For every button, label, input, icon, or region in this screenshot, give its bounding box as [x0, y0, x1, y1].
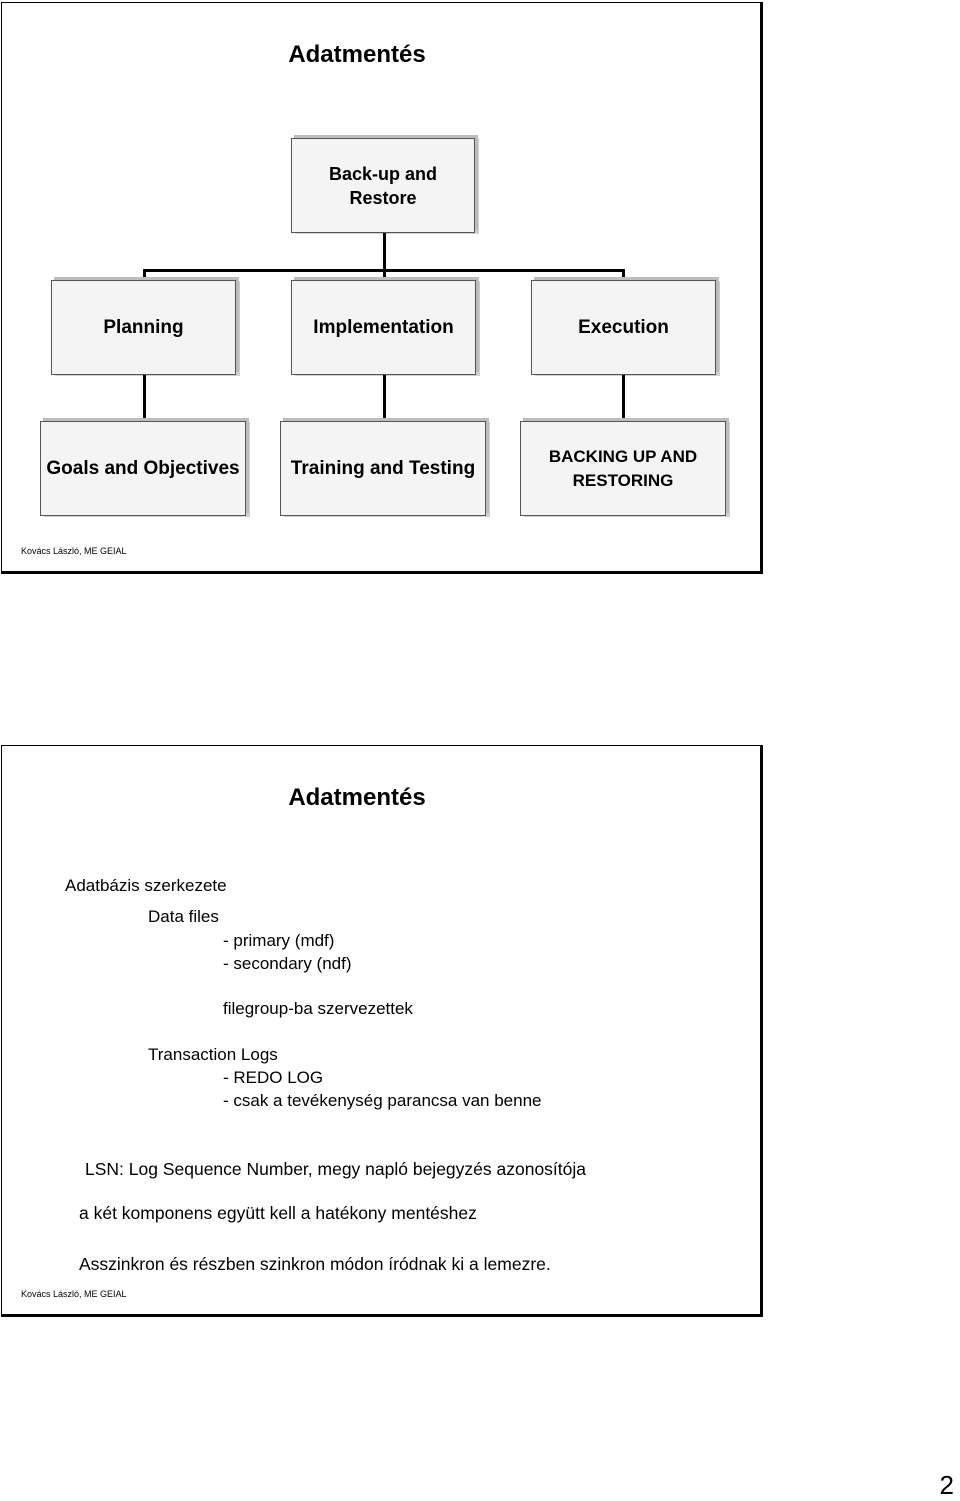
connector-root-down	[383, 233, 386, 270]
text-primary-mdf: - primary (mdf)	[223, 931, 335, 950]
org-box-backing-up-and-restoring: BACKING UP AND RESTORING	[520, 421, 726, 516]
org-box-execution: Execution	[531, 280, 716, 375]
slide-2-title: Adatmentés	[288, 784, 426, 811]
slide-1-title: Adatmentés	[288, 41, 426, 68]
text-secondary-ndf: - secondary (ndf)	[223, 954, 352, 973]
text-ket-komponens: a két komponens együtt kell a hatékony mentéshez	[79, 1203, 477, 1223]
slide-1-footer: Kovács László, ME GEIAL	[21, 546, 127, 556]
org-box-goals-and-objectives: Goals and Objectives	[40, 421, 246, 516]
org-box-training-and-testing: Training and Testing	[280, 421, 486, 516]
connector-middle-down	[383, 269, 386, 280]
slide-2	[1, 745, 763, 1317]
text-data-files: Data files	[148, 907, 219, 926]
text-lsn: LSN: Log Sequence Number, megy napló bejegyzés azonosítója	[85, 1159, 587, 1179]
slide-1	[1, 2, 763, 574]
connector-right-down	[622, 269, 625, 280]
org-box-planning: Planning	[51, 280, 236, 375]
slide-2-footer: Kovács László, ME GEIAL	[21, 1289, 127, 1299]
connector-execution-down	[622, 375, 625, 421]
text-asszinkron: Asszinkron és részben szinkron módon íródnak ki a lemezre.	[79, 1254, 551, 1274]
connector-planning-down	[143, 375, 146, 421]
page-number: 2	[939, 1470, 954, 1500]
text-filegroup: filegroup-ba szervezettek	[223, 999, 413, 1018]
text-adatbazis-szerkezete: Adatbázis szerkezete	[65, 876, 227, 895]
connector-left-down	[143, 269, 146, 280]
connector-implementation-down	[383, 375, 386, 421]
text-transaction-logs: Transaction Logs	[148, 1045, 278, 1064]
org-box-back-up-and-restore: Back-up and Restore	[291, 138, 475, 233]
text-redo-log: - REDO LOG	[223, 1068, 324, 1087]
org-box-implementation: Implementation	[291, 280, 476, 375]
text-csak-a-tevekenyseg: - csak a tevékenység parancsa van benne	[223, 1091, 542, 1110]
